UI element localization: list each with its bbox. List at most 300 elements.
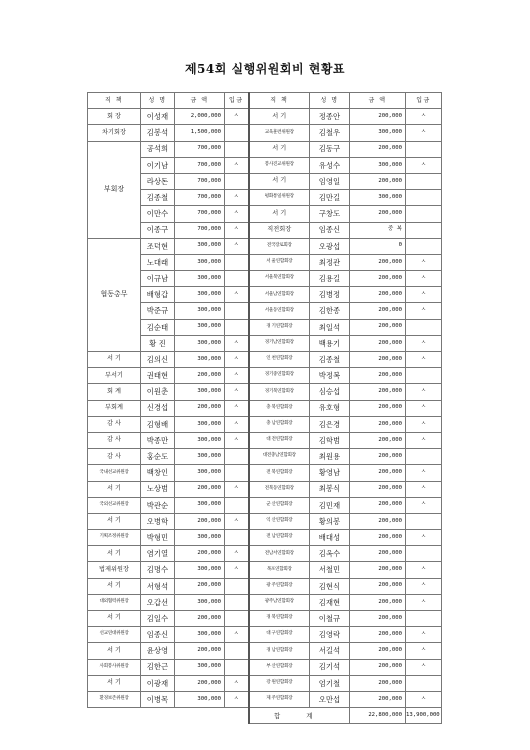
role-cell-right: 충 남연합회장	[249, 416, 310, 432]
role-cell: 국내선교위원장	[88, 465, 141, 481]
name-cell-right: 김용길	[310, 271, 350, 287]
amount-cell: 700,000	[175, 173, 225, 189]
name-cell-right: 황의봉	[310, 513, 350, 529]
header-amount: 금 액	[175, 93, 225, 109]
deposit-cell	[225, 530, 249, 546]
role-cell: 서 기	[88, 513, 141, 529]
table-row	[88, 432, 442, 448]
table-row	[88, 190, 442, 206]
name-cell: 오병학	[141, 513, 175, 529]
role-cell: 대외협력위원장	[88, 594, 141, 610]
deposit-cell-right	[406, 675, 442, 691]
role-cell-right: 경기남연합회장	[249, 335, 310, 351]
name-cell: 백창인	[141, 465, 175, 481]
deposit-cell: ㅅ	[225, 190, 249, 206]
name-cell: 김의신	[141, 352, 175, 368]
deposit-cell-right	[406, 173, 442, 189]
name-cell-right: 이철규	[310, 611, 350, 627]
role-cell-right: 대전충남연합회장	[249, 449, 310, 465]
table-row	[88, 611, 442, 627]
deposit-cell-right: ㅅ	[406, 691, 442, 707]
amount-cell-right: 200,000	[350, 303, 406, 319]
deposit-cell: ㅅ	[225, 481, 249, 497]
amount-cell-right: 200,000	[350, 643, 406, 659]
amount-cell-right: 200,000	[350, 675, 406, 691]
amount-cell-right: 200,000	[350, 513, 406, 529]
name-cell: 김명수	[141, 562, 175, 578]
name-cell: 박관순	[141, 497, 175, 513]
table-row	[88, 109, 442, 125]
amount-cell: 700,000	[175, 190, 225, 206]
amount-cell: 200,000	[175, 643, 225, 659]
totals-amount: 22,800,000	[350, 708, 406, 724]
table-row	[88, 303, 442, 319]
amount-cell: 200,000	[175, 400, 225, 416]
table-row	[88, 400, 442, 416]
table-row	[88, 562, 442, 578]
name-cell: 배형갑	[141, 287, 175, 303]
amount-cell-right: 200,000	[350, 530, 406, 546]
deposit-cell-right: ㅅ	[406, 157, 442, 173]
name-cell-right: 김만길	[310, 190, 350, 206]
role-cell-right: 대 전연합회장	[249, 432, 310, 448]
role-cell: 서 기	[88, 352, 141, 368]
table-row	[88, 627, 442, 643]
name-cell-right: 김은경	[310, 416, 350, 432]
role-cell: 사회봉사위원장	[88, 659, 141, 675]
name-cell-right: 유성수	[310, 157, 350, 173]
deposit-cell-right	[406, 319, 442, 335]
deposit-cell: ㅅ	[225, 368, 249, 384]
table-row	[88, 335, 442, 351]
deposit-cell-right	[406, 513, 442, 529]
deposit-cell	[225, 141, 249, 157]
name-cell: 공석희	[141, 141, 175, 157]
role-cell-right: 경 북연합회장	[249, 611, 310, 627]
deposit-cell	[225, 319, 249, 335]
role-cell-right: 서울남연합회장	[249, 287, 310, 303]
name-cell: 임종신	[141, 627, 175, 643]
role-cell-right: 서 울연합회장	[249, 254, 310, 270]
amount-cell-right: 200,000	[350, 141, 406, 157]
name-cell-right: 오만섭	[310, 691, 350, 707]
table-row	[88, 546, 442, 562]
deposit-cell: ㅅ	[225, 675, 249, 691]
name-cell-right: 서철민	[310, 562, 350, 578]
table-row	[88, 659, 442, 675]
table-row	[88, 141, 442, 157]
amount-cell: 200,000	[175, 481, 225, 497]
name-cell: 박종만	[141, 432, 175, 448]
role-cell-right: 교육훈련위원장	[249, 125, 310, 141]
table-row	[88, 465, 442, 481]
role-cell: 회 계	[88, 384, 141, 400]
amount-cell-right: 200,000	[350, 611, 406, 627]
amount-cell-right: 200,000	[350, 271, 406, 287]
deposit-cell-right	[406, 206, 442, 222]
amount-cell: 200,000	[175, 675, 225, 691]
role-cell: 부회계	[88, 400, 141, 416]
table-row	[88, 319, 442, 335]
table-row	[88, 449, 442, 465]
header-name: 성 명	[141, 93, 175, 109]
deposit-cell-right: ㅅ	[406, 109, 442, 125]
deposit-cell: ㅅ	[225, 432, 249, 448]
table-row	[88, 352, 442, 368]
name-cell-right: 김병정	[310, 287, 350, 303]
role-cell: 국외선교위원장	[88, 497, 141, 513]
name-cell-right: 김기석	[310, 659, 350, 675]
amount-cell: 300,000	[175, 384, 225, 400]
amount-cell-right: 200,000	[350, 659, 406, 675]
amount-cell-right: 200,000	[350, 352, 406, 368]
role-cell-right: 전 북연합회장	[249, 465, 310, 481]
deposit-cell-right: ㅅ	[406, 384, 442, 400]
role-cell-right: 전국장로회장	[249, 238, 310, 254]
amount-cell: 300,000	[175, 449, 225, 465]
amount-cell-right: 200,000	[350, 578, 406, 594]
table-row	[88, 691, 442, 707]
deposit-cell-right	[406, 141, 442, 157]
name-cell-right: 박정복	[310, 368, 350, 384]
table-row	[88, 481, 442, 497]
amount-cell: 700,000	[175, 222, 225, 238]
amount-cell: 300,000	[175, 530, 225, 546]
deposit-cell-right	[406, 546, 442, 562]
role-cell: 서 기	[88, 578, 141, 594]
name-cell-right: 서길석	[310, 643, 350, 659]
amount-cell: 300,000	[175, 691, 225, 707]
amount-cell-right: 200,000	[350, 384, 406, 400]
deposit-cell-right: ㅅ	[406, 627, 442, 643]
role-cell-right: 경기중연합회장	[249, 368, 310, 384]
deposit-cell	[225, 594, 249, 610]
amount-cell-right: 200,000	[350, 254, 406, 270]
amount-cell-right: 200,000	[350, 368, 406, 384]
role-cell: 서 기	[88, 643, 141, 659]
deposit-cell-right: ㅅ	[406, 497, 442, 513]
amount-cell: 300,000	[175, 238, 225, 254]
name-cell: 이만수	[141, 206, 175, 222]
deposit-cell-right: ㅅ	[406, 303, 442, 319]
amount-cell-right: 300,000	[350, 125, 406, 141]
table-row	[88, 287, 442, 303]
table-row	[88, 206, 442, 222]
name-cell-right: 김동구	[310, 141, 350, 157]
role-cell: 환경보존위원장	[88, 691, 141, 707]
amount-cell: 700,000	[175, 157, 225, 173]
role-cell-right: 충 북연합회장	[249, 400, 310, 416]
role-cell: 감 사	[88, 432, 141, 448]
deposit-cell-right: ㅅ	[406, 643, 442, 659]
name-cell-right: 김재현	[310, 594, 350, 610]
role-cell: 부서기	[88, 368, 141, 384]
table-row	[88, 578, 442, 594]
name-cell: 박준규	[141, 303, 175, 319]
name-cell: 김형배	[141, 416, 175, 432]
deposit-cell-right: ㅅ	[406, 125, 442, 141]
amount-cell-right: 200,000	[350, 400, 406, 416]
deposit-cell	[225, 497, 249, 513]
amount-cell: 300,000	[175, 659, 225, 675]
deposit-cell: ㅅ	[225, 222, 249, 238]
group-role-label: 부회장	[88, 141, 141, 238]
name-cell-right: 김현식	[310, 578, 350, 594]
deposit-cell	[225, 271, 249, 287]
amount-cell: 300,000	[175, 627, 225, 643]
deposit-cell-right: ㅅ	[406, 562, 442, 578]
role-cell-right: 봉사진교위원장	[249, 157, 310, 173]
role-cell: 선교연대위원장	[88, 627, 141, 643]
amount-cell: 300,000	[175, 416, 225, 432]
name-cell-right: 최봉식	[310, 481, 350, 497]
amount-cell-right: 200,000	[350, 173, 406, 189]
role-cell-right: 서 기	[249, 206, 310, 222]
deposit-cell	[225, 659, 249, 675]
amount-cell: 200,000	[175, 513, 225, 529]
deposit-cell: ㅅ	[225, 384, 249, 400]
amount-cell: 300,000	[175, 287, 225, 303]
name-cell: 김순태	[141, 319, 175, 335]
amount-cell-right: 200,000	[350, 432, 406, 448]
table-row	[88, 643, 442, 659]
role-cell-right: 경기북연합회장	[249, 384, 310, 400]
name-cell: 김한근	[141, 659, 175, 675]
deposit-cell: ㅅ	[225, 335, 249, 351]
name-cell: 오갑선	[141, 594, 175, 610]
name-cell-right: 김종철	[310, 352, 350, 368]
amount-cell: 300,000	[175, 254, 225, 270]
table-row	[88, 157, 442, 173]
table-row	[88, 675, 442, 691]
amount-cell: 700,000	[175, 141, 225, 157]
role-cell: 서 기	[88, 611, 141, 627]
deposit-cell: ㅅ	[225, 109, 249, 125]
role-cell-right: 인 천연합회장	[249, 352, 310, 368]
name-cell: 이종구	[141, 222, 175, 238]
amount-cell-right: 200,000	[350, 627, 406, 643]
amount-cell-right: 중 복	[350, 222, 406, 238]
role-cell: 감 사	[88, 416, 141, 432]
deposit-cell-right: ㅅ	[406, 481, 442, 497]
amount-cell: 300,000	[175, 271, 225, 287]
deposit-cell-right: ㅅ	[406, 465, 442, 481]
amount-cell-right: 200,000	[350, 416, 406, 432]
name-cell-right: 백용기	[310, 335, 350, 351]
name-cell: 서형석	[141, 578, 175, 594]
table-row	[88, 513, 442, 529]
role-cell-right: 전 남연합회장	[249, 530, 310, 546]
table-row	[88, 238, 442, 254]
name-cell-right: 구창도	[310, 206, 350, 222]
name-cell: 이병목	[141, 691, 175, 707]
deposit-cell-right	[406, 611, 442, 627]
amount-cell: 1,500,000	[175, 125, 225, 141]
role-cell-right: 서 기	[249, 173, 310, 189]
name-cell: 신경섭	[141, 400, 175, 416]
header-name-right: 성 명	[310, 93, 350, 109]
role-cell: 기획조정위원장	[88, 530, 141, 546]
amount-cell: 200,000	[175, 368, 225, 384]
totals-deposit: 13,900,000	[406, 708, 442, 724]
name-cell-right: 엄기철	[310, 675, 350, 691]
header-row	[88, 93, 442, 109]
deposit-cell	[225, 578, 249, 594]
role-cell: 서 기	[88, 481, 141, 497]
role-cell-right: 경 남연합회장	[249, 643, 310, 659]
role-cell-right: 대 구연합회장	[249, 627, 310, 643]
deposit-cell-right	[406, 368, 442, 384]
amount-cell: 300,000	[175, 352, 225, 368]
header-role: 직 책	[88, 93, 141, 109]
role-cell-right: 군 산연합회장	[249, 497, 310, 513]
deposit-cell-right: ㅅ	[406, 352, 442, 368]
deposit-cell-right: ㅅ	[406, 432, 442, 448]
name-cell: 노상범	[141, 481, 175, 497]
name-cell-right: 김옥수	[310, 546, 350, 562]
deposit-cell: ㅅ	[225, 513, 249, 529]
table-row	[88, 384, 442, 400]
name-cell-right: 김학범	[310, 432, 350, 448]
table-row	[88, 368, 442, 384]
role-cell-right: 부 산연합회장	[249, 659, 310, 675]
role-cell-right: 목포연합회장	[249, 562, 310, 578]
deposit-cell: ㅅ	[225, 416, 249, 432]
deposit-cell-right: ㅅ	[406, 416, 442, 432]
name-cell: 박형민	[141, 530, 175, 546]
totals-blank	[88, 708, 249, 724]
name-cell-right: 최원용	[310, 449, 350, 465]
table-row	[88, 416, 442, 432]
amount-cell: 300,000	[175, 562, 225, 578]
amount-cell-right: 200,000	[350, 335, 406, 351]
name-cell-right: 배대성	[310, 530, 350, 546]
table-row	[88, 530, 442, 546]
role-cell-right: 서울북연합회장	[249, 271, 310, 287]
amount-cell: 200,000	[175, 611, 225, 627]
deposit-cell-right: ㅅ	[406, 659, 442, 675]
name-cell: 이성재	[141, 109, 175, 125]
deposit-cell-right: ㅅ	[406, 254, 442, 270]
amount-cell: 300,000	[175, 432, 225, 448]
deposit-cell-right: ㅅ	[406, 400, 442, 416]
amount-cell-right: 200,000	[350, 449, 406, 465]
role-cell-right: 제 주연합회장	[249, 691, 310, 707]
name-cell: 노대래	[141, 254, 175, 270]
committee-fee-table	[87, 92, 442, 724]
name-cell-right: 정종안	[310, 109, 350, 125]
deposit-cell-right: ㅅ	[406, 578, 442, 594]
name-cell-right: 심승섭	[310, 384, 350, 400]
amount-cell-right: 300,000	[350, 157, 406, 173]
deposit-cell	[225, 643, 249, 659]
name-cell-right: 황영남	[310, 465, 350, 481]
name-cell: 염기열	[141, 546, 175, 562]
deposit-cell: ㅅ	[225, 691, 249, 707]
amount-cell: 300,000	[175, 335, 225, 351]
role-cell-right: 서 기	[249, 109, 310, 125]
role-cell-right: 강 원연합회장	[249, 675, 310, 691]
name-cell: 이규남	[141, 271, 175, 287]
amount-cell-right: 200,000	[350, 497, 406, 513]
role-cell: 서 기	[88, 675, 141, 691]
amount-cell: 300,000	[175, 594, 225, 610]
role-cell-right: 경 기연합회장	[249, 319, 310, 335]
name-cell-right: 오광섭	[310, 238, 350, 254]
deposit-cell-right	[406, 238, 442, 254]
table-row	[88, 173, 442, 189]
amount-cell-right: 200,000	[350, 481, 406, 497]
name-cell-right: 김민재	[310, 497, 350, 513]
amount-cell-right: 200,000	[350, 546, 406, 562]
deposit-cell-right: ㅅ	[406, 335, 442, 351]
table-row	[88, 222, 442, 238]
name-cell: 이기남	[141, 157, 175, 173]
deposit-cell	[225, 611, 249, 627]
deposit-cell-right: ㅅ	[406, 287, 442, 303]
header-role-right: 직 책	[249, 93, 310, 109]
deposit-cell	[225, 254, 249, 270]
deposit-cell: ㅅ	[225, 400, 249, 416]
role-cell: 감 사	[88, 449, 141, 465]
name-cell: 이광재	[141, 675, 175, 691]
deposit-cell: ㅅ	[225, 238, 249, 254]
name-cell: 김종철	[141, 190, 175, 206]
role-cell-right: 광주남연합회장	[249, 594, 310, 610]
header-deposit-right: 입금	[406, 93, 442, 109]
table-row	[88, 594, 442, 610]
name-cell: 윤상영	[141, 643, 175, 659]
amount-cell: 300,000	[175, 497, 225, 513]
name-cell-right: 최정관	[310, 254, 350, 270]
name-cell-right: 김영락	[310, 627, 350, 643]
deposit-cell	[225, 449, 249, 465]
amount-cell-right: 200,000	[350, 562, 406, 578]
table-row	[88, 271, 442, 287]
amount-cell: 200,000	[175, 546, 225, 562]
role-cell-right: 광 주연합회장	[249, 578, 310, 594]
table-body	[88, 93, 442, 724]
page-title: 제54회 실행위원회비 현황표	[184, 62, 346, 76]
deposit-cell: ㅅ	[225, 352, 249, 368]
name-cell-right: 임영일	[310, 173, 350, 189]
amount-cell-right: 300,000	[350, 190, 406, 206]
amount-cell: 300,000	[175, 319, 225, 335]
name-cell: 이원춘	[141, 384, 175, 400]
deposit-cell	[225, 303, 249, 319]
name-cell: 홍순도	[141, 449, 175, 465]
totals-row	[88, 708, 442, 724]
totals-label: 합 계	[249, 708, 350, 724]
deposit-cell: ㅅ	[225, 287, 249, 303]
role-cell-right: 서울동연합회장	[249, 303, 310, 319]
amount-cell: 200,000	[175, 578, 225, 594]
amount-cell-right: 200,000	[350, 319, 406, 335]
name-cell: 조덕현	[141, 238, 175, 254]
role-cell-right: 직전회장	[249, 222, 310, 238]
name-cell: 권태현	[141, 368, 175, 384]
name-cell: 김일수	[141, 611, 175, 627]
deposit-cell: ㅅ	[225, 546, 249, 562]
amount-cell-right: 200,000	[350, 206, 406, 222]
table-row	[88, 254, 442, 270]
role-cell-right: 전남서연합회장	[249, 546, 310, 562]
amount-cell-right: 200,000	[350, 594, 406, 610]
amount-cell-right: 0	[350, 238, 406, 254]
amount-cell: 700,000	[175, 206, 225, 222]
amount-cell-right: 200,000	[350, 287, 406, 303]
deposit-cell: ㅅ	[225, 627, 249, 643]
